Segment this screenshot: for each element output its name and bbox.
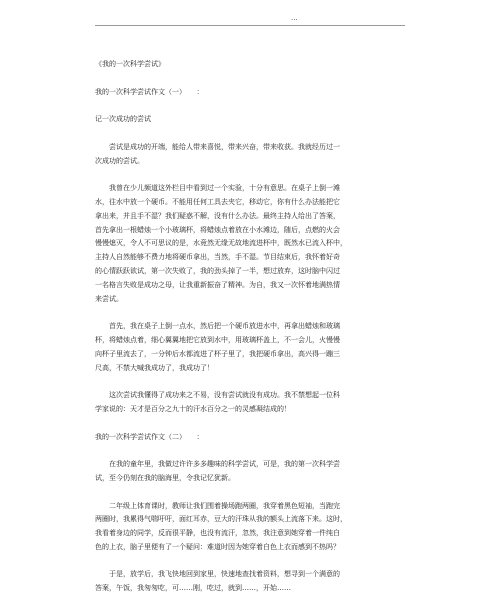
document-title: 《我的一次科学尝试》 — [95, 60, 165, 68]
paragraph-line: 答案，午饭，我匆匆吃，可……刚，吃过，就到……，开始…… — [95, 584, 291, 593]
paragraph-line: 来尝试。 — [95, 294, 123, 303]
paragraph-line: 慢慢熄灭，令人不可思议的是，水竟然无缘无故地流进杯中，既然水已流入杯中， — [95, 239, 347, 248]
spacer — [95, 168, 405, 182]
paragraph-1 — [95, 141, 405, 169]
paragraph-line: 于是，放学后，我飞快地回到家里，快速地查找着资料，想寻到一个满意的 — [109, 570, 340, 579]
section-heading-1: 我的一次科学尝试作文（一） ： — [95, 87, 204, 96]
spacer — [95, 306, 405, 320]
paragraph-line: 向杯子里流去了，一分钟后水都流进了杯子里了，我把硬币拿出，高兴得一蹦三 — [95, 349, 340, 358]
paragraph-7 — [95, 568, 405, 596]
paragraph-line: 这次尝试我懂得了成功来之不易，没有尝试就没有成功。我不禁想起一位科 — [109, 391, 340, 400]
paragraph-line: 的心情跃跃欲试，第一次失败了，我的劲头掉了一半，想过放弃，这时脑中闪过 — [95, 266, 340, 275]
paragraph-5 — [95, 458, 405, 486]
spacer — [95, 72, 405, 86]
paragraph-line: 水，往水中放一个硬币。不能用任何工具去夹它，移动它，你有什么办法能把它 — [95, 197, 340, 206]
paragraph-line: 二年级上体育课时，教师让我们围着操场跑两圈，我穿着黑色短袖，当跑完 — [109, 501, 340, 510]
paragraph-line: 尝试是成功的开端，能给人带来喜悦，带来兴奋，带来收获。我就经历过一 — [109, 142, 340, 151]
paragraph-line: 杯，将蜡烛点着，细心翼翼地把它放到水中，用玻璃杯盖上，不一会儿，火慢慢 — [95, 335, 340, 344]
spacer — [95, 444, 405, 458]
section-subtitle: 记一次成功的尝试 — [95, 115, 151, 124]
paragraph-line: 次成功的尝试。 — [95, 156, 144, 165]
header-mark: ... — [291, 14, 298, 22]
paragraph-line: 拿出来，并且手不湿？我们疑惑不解，没有什么办法。最终主持人给出了答案， — [95, 211, 340, 220]
paragraph-line: 试，至今仍刻在我的脑海里，令我记忆犹新。 — [95, 473, 235, 482]
spacer — [95, 486, 405, 500]
paragraph-3 — [95, 320, 405, 375]
paragraph-line: 我曾在少儿频道这外栏目中看到过一个实验，十分有意思。在桌子上倒一滩 — [109, 184, 340, 193]
paragraph-line: 在我的童年里，我做过许许多多趣味的科学尝试，可是，我的第一次科学尝 — [109, 460, 340, 469]
spacer — [95, 127, 405, 141]
paragraph-2 — [95, 182, 405, 306]
paragraph-line: 首先拿出一根蜡烛一个小玻璃杯，将蜡烛点着放在小水滩边，随后，点燃的火会 — [95, 225, 340, 234]
paragraph-6 — [95, 500, 405, 555]
paragraph-line: 我看着身边的同学，反而很平静，也没有流汗，忽然，我注意到她穿着一件纯白 — [95, 529, 340, 538]
paragraph-line: 两圈时，我累得气喘吁吁，面红耳赤，豆大的汗珠从我的额头上流落下来。这时， — [95, 515, 347, 524]
spacer — [95, 99, 405, 113]
spacer — [95, 375, 405, 389]
paragraph-line: 学家说的：天才是百分之九十的汗水百分之一的灵感凝结成的！ — [95, 404, 291, 413]
section-heading-2: 我的一次科学尝试作文（二） ： — [95, 432, 204, 441]
paragraph-4 — [95, 389, 405, 417]
spacer — [95, 417, 405, 431]
header-rule — [95, 25, 405, 26]
paragraph-line: 尺高，不禁大喊我成功了，我成功了！ — [95, 363, 214, 372]
document-body — [95, 58, 405, 596]
paragraph-line: 首先，我在桌子上倒一点水，然后把一个硬币放进水中，再拿出蜡烛和玻璃 — [109, 322, 340, 331]
spacer — [95, 555, 405, 569]
paragraph-line: 一名格言失败是成功之母，让我重新振奋了精神。为自，我又一次怀着地满热情 — [95, 280, 340, 289]
paragraph-line: 主持人自然能够不费力地将硬币拿出，当然，手不湿。节目结束后，我怀着好奇 — [95, 253, 340, 262]
paragraph-line: 色的上衣，脑子里便有了一个疑问：难道时因为她穿着白色上衣而感到不热吗？ — [95, 542, 340, 551]
